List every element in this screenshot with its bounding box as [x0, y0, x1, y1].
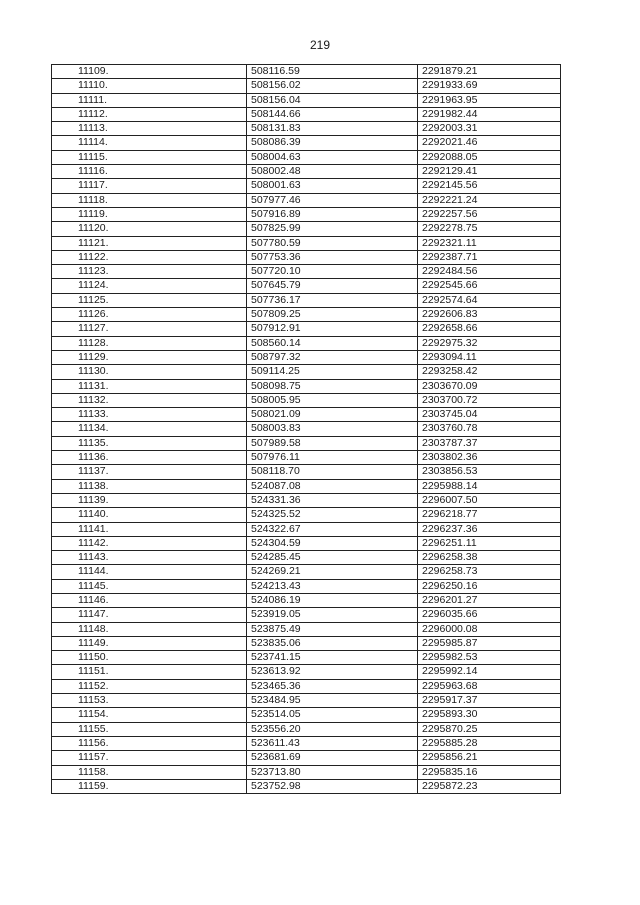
y-coordinate-cell: 2292145.56 [418, 179, 561, 193]
y-coordinate-cell: 2292606.83 [418, 308, 561, 322]
x-coordinate-cell: 523484.95 [247, 694, 418, 708]
table-row [52, 551, 561, 565]
x-coordinate-cell: 508002.48 [247, 165, 418, 179]
table-row [52, 736, 561, 750]
y-coordinate-cell: 2303760.78 [418, 422, 561, 436]
table-row [52, 622, 561, 636]
x-coordinate-cell: 508560.14 [247, 336, 418, 350]
table-row [52, 751, 561, 765]
y-coordinate-cell: 2296201.27 [418, 593, 561, 607]
y-coordinate-cell: 2295893.30 [418, 708, 561, 722]
table-row [52, 322, 561, 336]
point-number-cell: 11125. [52, 293, 247, 307]
point-number-cell: 11149. [52, 636, 247, 650]
y-coordinate-cell: 2292278.75 [418, 222, 561, 236]
x-coordinate-cell: 508116.59 [247, 65, 418, 79]
x-coordinate-cell: 524331.36 [247, 493, 418, 507]
x-coordinate-cell: 507809.25 [247, 308, 418, 322]
table-row [52, 608, 561, 622]
y-coordinate-cell: 2296237.36 [418, 522, 561, 536]
table-row [52, 665, 561, 679]
y-coordinate-cell: 2291963.95 [418, 93, 561, 107]
point-number-cell: 11134. [52, 422, 247, 436]
x-coordinate-cell: 508118.70 [247, 465, 418, 479]
point-number-cell: 11122. [52, 250, 247, 264]
table-row [52, 193, 561, 207]
x-coordinate-cell: 507780.59 [247, 236, 418, 250]
point-number-cell: 11153. [52, 694, 247, 708]
y-coordinate-cell: 2295872.23 [418, 779, 561, 793]
table-row [52, 150, 561, 164]
y-coordinate-cell: 2292484.56 [418, 265, 561, 279]
y-coordinate-cell: 2303700.72 [418, 393, 561, 407]
y-coordinate-cell: 2295885.28 [418, 736, 561, 750]
table-row [52, 408, 561, 422]
point-number-cell: 11151. [52, 665, 247, 679]
point-number-cell: 11110. [52, 79, 247, 93]
table-row [52, 522, 561, 536]
y-coordinate-cell: 2296035.66 [418, 608, 561, 622]
table-row [52, 593, 561, 607]
point-number-cell: 11123. [52, 265, 247, 279]
x-coordinate-cell: 507736.17 [247, 293, 418, 307]
table-row [52, 365, 561, 379]
x-coordinate-cell: 523713.80 [247, 765, 418, 779]
point-number-cell: 11157. [52, 751, 247, 765]
x-coordinate-cell: 508001.63 [247, 179, 418, 193]
point-number-cell: 11118. [52, 193, 247, 207]
point-number-cell: 11128. [52, 336, 247, 350]
x-coordinate-cell: 508144.66 [247, 107, 418, 121]
y-coordinate-cell: 2295870.25 [418, 722, 561, 736]
point-number-cell: 11143. [52, 551, 247, 565]
table-row [52, 379, 561, 393]
y-coordinate-cell: 2291933.69 [418, 79, 561, 93]
table-row [52, 679, 561, 693]
x-coordinate-cell: 523613.92 [247, 665, 418, 679]
table-row [52, 636, 561, 650]
y-coordinate-cell: 2296250.16 [418, 579, 561, 593]
point-number-cell: 11119. [52, 207, 247, 221]
x-coordinate-cell: 508003.83 [247, 422, 418, 436]
y-coordinate-cell: 2303670.09 [418, 379, 561, 393]
table-row [52, 694, 561, 708]
point-number-cell: 11129. [52, 350, 247, 364]
x-coordinate-cell: 508156.02 [247, 79, 418, 93]
point-number-cell: 11112. [52, 107, 247, 121]
point-number-cell: 11116. [52, 165, 247, 179]
table-row [52, 265, 561, 279]
point-number-cell: 11117. [52, 179, 247, 193]
x-coordinate-cell: 507720.10 [247, 265, 418, 279]
point-number-cell: 11115. [52, 150, 247, 164]
x-coordinate-cell: 523835.06 [247, 636, 418, 650]
point-number-cell: 11127. [52, 322, 247, 336]
table-row [52, 508, 561, 522]
table-row [52, 65, 561, 79]
table-row [52, 236, 561, 250]
y-coordinate-cell: 2292574.64 [418, 293, 561, 307]
point-number-cell: 11137. [52, 465, 247, 479]
y-coordinate-cell: 2292975.32 [418, 336, 561, 350]
y-coordinate-cell: 2295963.68 [418, 679, 561, 693]
table-row [52, 565, 561, 579]
x-coordinate-cell: 524086.19 [247, 593, 418, 607]
y-coordinate-cell: 2291982.44 [418, 107, 561, 121]
point-number-cell: 11142. [52, 536, 247, 550]
point-number-cell: 11145. [52, 579, 247, 593]
table-row [52, 165, 561, 179]
point-number-cell: 11135. [52, 436, 247, 450]
y-coordinate-cell: 2303802.36 [418, 451, 561, 465]
page-number: 219 [309, 38, 331, 52]
table-row [52, 393, 561, 407]
y-coordinate-cell: 2295917.37 [418, 694, 561, 708]
table-row [52, 708, 561, 722]
y-coordinate-cell: 2292545.66 [418, 279, 561, 293]
point-number-cell: 11121. [52, 236, 247, 250]
table-body [52, 65, 561, 794]
y-coordinate-cell: 2296218.77 [418, 508, 561, 522]
x-coordinate-cell: 508797.32 [247, 350, 418, 364]
y-coordinate-cell: 2291879.21 [418, 65, 561, 79]
point-number-cell: 11120. [52, 222, 247, 236]
point-number-cell: 11130. [52, 365, 247, 379]
x-coordinate-cell: 507825.99 [247, 222, 418, 236]
y-coordinate-cell: 2292321.11 [418, 236, 561, 250]
y-coordinate-cell: 2292257.56 [418, 207, 561, 221]
point-number-cell: 11133. [52, 408, 247, 422]
x-coordinate-cell: 523752.98 [247, 779, 418, 793]
point-number-cell: 11111. [52, 93, 247, 107]
y-coordinate-cell: 2292658.66 [418, 322, 561, 336]
point-number-cell: 11146. [52, 593, 247, 607]
table-row [52, 79, 561, 93]
point-number-cell: 11148. [52, 622, 247, 636]
table-row [52, 136, 561, 150]
y-coordinate-cell: 2295992.14 [418, 665, 561, 679]
point-number-cell: 11139. [52, 493, 247, 507]
table-row [52, 122, 561, 136]
y-coordinate-cell: 2292003.31 [418, 122, 561, 136]
y-coordinate-cell: 2293258.42 [418, 365, 561, 379]
y-coordinate-cell: 2295982.53 [418, 651, 561, 665]
table-row [52, 250, 561, 264]
x-coordinate-cell: 523514.05 [247, 708, 418, 722]
y-coordinate-cell: 2292129.41 [418, 165, 561, 179]
table-row [52, 93, 561, 107]
table-row [52, 779, 561, 793]
point-number-cell: 11141. [52, 522, 247, 536]
x-coordinate-cell: 524087.08 [247, 479, 418, 493]
x-coordinate-cell: 507912.91 [247, 322, 418, 336]
table-row [52, 651, 561, 665]
table-row [52, 308, 561, 322]
y-coordinate-cell: 2296258.73 [418, 565, 561, 579]
table-row [52, 451, 561, 465]
table-row [52, 422, 561, 436]
x-coordinate-cell: 524325.52 [247, 508, 418, 522]
x-coordinate-cell: 508005.95 [247, 393, 418, 407]
x-coordinate-cell: 524269.21 [247, 565, 418, 579]
point-number-cell: 11140. [52, 508, 247, 522]
x-coordinate-cell: 508004.63 [247, 150, 418, 164]
x-coordinate-cell: 507977.46 [247, 193, 418, 207]
table-row [52, 350, 561, 364]
point-number-cell: 11144. [52, 565, 247, 579]
x-coordinate-cell: 524213.43 [247, 579, 418, 593]
y-coordinate-cell: 2296251.11 [418, 536, 561, 550]
table-row [52, 336, 561, 350]
point-number-cell: 11150. [52, 651, 247, 665]
point-number-cell: 11158. [52, 765, 247, 779]
x-coordinate-cell: 508021.09 [247, 408, 418, 422]
table-row [52, 493, 561, 507]
y-coordinate-cell: 2292221.24 [418, 193, 561, 207]
x-coordinate-cell: 507645.79 [247, 279, 418, 293]
table-row [52, 179, 561, 193]
y-coordinate-cell: 2303856.53 [418, 465, 561, 479]
y-coordinate-cell: 2303787.37 [418, 436, 561, 450]
table-row [52, 479, 561, 493]
table-row [52, 207, 561, 221]
y-coordinate-cell: 2292021.46 [418, 136, 561, 150]
x-coordinate-cell: 523611.43 [247, 736, 418, 750]
y-coordinate-cell: 2295856.21 [418, 751, 561, 765]
x-coordinate-cell: 523741.15 [247, 651, 418, 665]
y-coordinate-cell: 2296258.38 [418, 551, 561, 565]
y-coordinate-cell: 2296007.50 [418, 493, 561, 507]
table-row [52, 536, 561, 550]
point-number-cell: 11154. [52, 708, 247, 722]
point-number-cell: 11131. [52, 379, 247, 393]
coordinates-table [51, 64, 561, 794]
x-coordinate-cell: 509114.25 [247, 365, 418, 379]
x-coordinate-cell: 508086.39 [247, 136, 418, 150]
table-row [52, 722, 561, 736]
x-coordinate-cell: 523556.20 [247, 722, 418, 736]
x-coordinate-cell: 507916.89 [247, 207, 418, 221]
x-coordinate-cell: 524285.45 [247, 551, 418, 565]
point-number-cell: 11138. [52, 479, 247, 493]
table-row [52, 436, 561, 450]
x-coordinate-cell: 523465.36 [247, 679, 418, 693]
table-row [52, 107, 561, 121]
point-number-cell: 11147. [52, 608, 247, 622]
x-coordinate-cell: 523681.69 [247, 751, 418, 765]
point-number-cell: 11152. [52, 679, 247, 693]
point-number-cell: 11124. [52, 279, 247, 293]
table-row [52, 293, 561, 307]
y-coordinate-cell: 2295985.87 [418, 636, 561, 650]
x-coordinate-cell: 508156.04 [247, 93, 418, 107]
x-coordinate-cell: 507976.11 [247, 451, 418, 465]
table-row [52, 222, 561, 236]
table-row [52, 579, 561, 593]
x-coordinate-cell: 508131.83 [247, 122, 418, 136]
point-number-cell: 11159. [52, 779, 247, 793]
point-number-cell: 11132. [52, 393, 247, 407]
x-coordinate-cell: 508098.75 [247, 379, 418, 393]
point-number-cell: 11155. [52, 722, 247, 736]
point-number-cell: 11136. [52, 451, 247, 465]
x-coordinate-cell: 507753.36 [247, 250, 418, 264]
table-row [52, 465, 561, 479]
x-coordinate-cell: 524322.67 [247, 522, 418, 536]
x-coordinate-cell: 507989.58 [247, 436, 418, 450]
point-number-cell: 11156. [52, 736, 247, 750]
y-coordinate-cell: 2292088.05 [418, 150, 561, 164]
point-number-cell: 11109. [52, 65, 247, 79]
y-coordinate-cell: 2295988.14 [418, 479, 561, 493]
table-row [52, 765, 561, 779]
point-number-cell: 11114. [52, 136, 247, 150]
x-coordinate-cell: 523875.49 [247, 622, 418, 636]
x-coordinate-cell: 524304.59 [247, 536, 418, 550]
y-coordinate-cell: 2296000.08 [418, 622, 561, 636]
y-coordinate-cell: 2293094.11 [418, 350, 561, 364]
x-coordinate-cell: 523919.05 [247, 608, 418, 622]
point-number-cell: 11113. [52, 122, 247, 136]
y-coordinate-cell: 2292387.71 [418, 250, 561, 264]
y-coordinate-cell: 2295835.16 [418, 765, 561, 779]
table-row [52, 279, 561, 293]
y-coordinate-cell: 2303745.04 [418, 408, 561, 422]
point-number-cell: 11126. [52, 308, 247, 322]
